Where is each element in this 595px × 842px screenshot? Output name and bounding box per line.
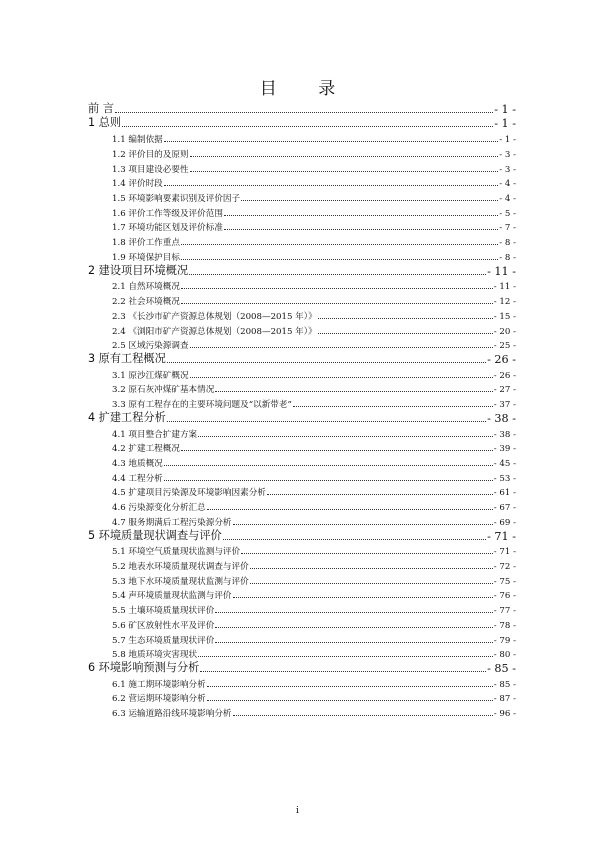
toc-entry-page: - 4 -: [499, 179, 516, 190]
toc-entry-page: - 5 -: [499, 208, 516, 219]
toc-dot-leader: [250, 568, 493, 569]
toc-entry-page: - 26 -: [493, 370, 516, 381]
toc-section-entry[interactable]: [88, 233, 516, 248]
toc-entry-page: - 11 -: [487, 264, 516, 278]
toc-chapter-entry[interactable]: [88, 116, 516, 131]
toc-dot-leader: [167, 362, 486, 363]
toc-entry-label: 6.1 施工期环境影响分析: [112, 679, 206, 690]
toc-dot-leader: [267, 494, 493, 495]
toc-dot-leader: [198, 436, 493, 437]
toc-entry-label: 前 言: [88, 101, 114, 115]
toc-section-entry[interactable]: [88, 145, 516, 160]
toc-entry-page: - 38 -: [493, 429, 516, 440]
toc-dot-leader: [190, 156, 499, 157]
toc-dot-leader: [200, 671, 486, 672]
toc-entry-page: - 61 -: [493, 488, 516, 499]
toc-entry-page: - 1 -: [494, 102, 516, 116]
toc-entry-page: - 72 -: [493, 562, 516, 572]
toc-dot-leader: [189, 274, 486, 275]
toc-section-entry[interactable]: [88, 646, 516, 661]
toc-entry-page: - 1 -: [494, 117, 516, 131]
toc-entry-page: - 79 -: [493, 635, 516, 646]
toc-entry-label: 4.3 地质概况: [112, 458, 163, 469]
toc-entry-label: 2 建设项目环境概况: [88, 263, 189, 277]
toc-chapter-entry[interactable]: [88, 410, 516, 425]
toc-entry-label: 1.7 环境功能区划及评价标准: [112, 223, 223, 234]
toc-section-entry[interactable]: [88, 704, 516, 719]
toc-section-entry[interactable]: [88, 395, 516, 410]
toc-dot-leader: [190, 347, 493, 348]
toc-entry-page: - 38 -: [487, 411, 516, 425]
toc-title: 目 录: [259, 79, 354, 99]
toc-section-entry[interactable]: [88, 631, 516, 646]
toc-dot-leader: [164, 480, 493, 481]
toc-entry-label: 1.6 评价工作等级及评价范围: [112, 208, 223, 219]
toc-dot-leader: [190, 377, 493, 378]
toc-entry-page: - 78 -: [493, 620, 516, 631]
toc-entry-label: 4.5 扩建项目污染源及环境影响因素分析: [112, 488, 266, 499]
toc-entry-page: - 25 -: [493, 341, 516, 352]
toc-dot-leader: [215, 612, 492, 613]
toc-entry-page: - 3 -: [499, 149, 516, 160]
toc-section-entry[interactable]: [88, 337, 516, 352]
toc-entry-label: 2.3 《长沙市矿产资源总体规划（2008—2015 年）》: [112, 311, 317, 322]
toc-section-entry[interactable]: [88, 675, 516, 690]
toc-entry-page: - 12 -: [493, 297, 516, 308]
toc-dot-leader: [318, 318, 493, 319]
toc-section-entry[interactable]: [88, 160, 516, 175]
toc-dot-leader: [167, 421, 486, 422]
toc-dot-leader: [181, 288, 493, 289]
toc-entry-label: 6.2 营运期环境影响分析: [112, 694, 206, 705]
toc-dot-leader: [215, 391, 492, 392]
toc-entry-label: 3.2 原石灰冲煤矿基本情况: [112, 385, 215, 396]
toc-entry-page: - 8 -: [499, 252, 516, 263]
toc-entry-page: - 4 -: [499, 194, 516, 205]
toc-chapter-entry[interactable]: [88, 101, 516, 116]
toc-dot-leader: [224, 215, 498, 216]
table-of-contents: [88, 101, 516, 719]
toc-dot-leader: [207, 686, 493, 687]
toc-dot-leader: [224, 229, 498, 230]
toc-dot-leader: [241, 200, 498, 201]
toc-dot-leader: [233, 597, 493, 598]
page-number-footer: i: [296, 806, 299, 816]
toc-entry-label: 1.1 编制依据: [112, 135, 163, 146]
toc-dot-leader: [318, 333, 493, 334]
toc-entry-label: 5.3 地下水环境质量现状监测与评价: [112, 576, 249, 587]
toc-entry-label: 2.4 《浏阳市矿产资源总体规划（2008—2015 年）》: [112, 326, 317, 337]
toc-section-entry[interactable]: [88, 557, 516, 572]
toc-entry-label: 5.5 土壤环境质量现状评价: [112, 606, 215, 617]
toc-entry-label: 5.7 生态环境质量现状评价: [112, 635, 215, 646]
toc-dot-leader: [233, 715, 493, 716]
toc-section-entry[interactable]: [88, 690, 516, 705]
toc-entry-label: 4.4 工程分析: [112, 473, 163, 484]
toc-entry-page: - 71 -: [487, 529, 516, 543]
toc-entry-label: 5.1 环境空气质量现状监测与评价: [112, 547, 241, 558]
toc-entry-page: - 26 -: [487, 352, 516, 366]
toc-entry-label: 1 总则: [88, 116, 122, 130]
toc-dot-leader: [164, 465, 493, 466]
toc-chapter-entry[interactable]: [88, 263, 516, 278]
toc-entry-page: - 67 -: [493, 503, 516, 514]
toc-dot-leader: [241, 553, 493, 554]
toc-entry-page: - 8 -: [499, 238, 516, 249]
toc-section-entry[interactable]: [88, 307, 516, 322]
toc-dot-leader: [115, 112, 493, 113]
toc-section-entry[interactable]: [88, 498, 516, 513]
toc-dot-leader: [293, 406, 493, 407]
toc-dot-leader: [233, 524, 493, 525]
toc-entry-page: - 69 -: [493, 517, 516, 528]
toc-section-entry[interactable]: [88, 601, 516, 616]
toc-entry-label: 4.1 项目整合扩建方案: [112, 429, 198, 440]
toc-entry-page: - 85 -: [487, 662, 516, 676]
toc-dot-leader: [198, 656, 493, 657]
toc-entry-label: 6 环境影响预测与分析: [88, 661, 200, 675]
toc-entry-label: 5.6 矿区放射性水平及评价: [112, 620, 215, 631]
toc-section-entry[interactable]: [88, 292, 516, 307]
toc-section-entry[interactable]: [88, 130, 516, 145]
toc-entry-page: - 80 -: [493, 650, 516, 661]
toc-entry-label: 5 环境质量现状调查与评价: [88, 528, 222, 542]
toc-entry-label: 1.9 环境保护目标: [112, 252, 180, 263]
toc-entry-page: - 85 -: [493, 679, 516, 690]
toc-section-entry[interactable]: [88, 175, 516, 190]
toc-entry-label: 3 原有工程概况: [88, 351, 166, 365]
toc-section-entry[interactable]: [88, 454, 516, 469]
toc-entry-page: - 75 -: [493, 576, 516, 587]
toc-section-entry[interactable]: [88, 440, 516, 455]
toc-entry-label: 1.4 评价时段: [112, 179, 163, 190]
toc-dot-leader: [215, 627, 492, 628]
toc-chapter-entry[interactable]: [88, 660, 516, 675]
toc-entry-label: 4.6 污染源变化分析汇总: [112, 503, 206, 514]
toc-section-entry[interactable]: [88, 219, 516, 234]
toc-section-entry[interactable]: [88, 572, 516, 587]
toc-dot-leader: [164, 141, 498, 142]
toc-section-entry[interactable]: [88, 381, 516, 396]
toc-dot-leader: [181, 259, 498, 260]
toc-dot-leader: [164, 185, 498, 186]
toc-chapter-entry[interactable]: [88, 351, 516, 366]
toc-dot-leader: [250, 583, 493, 584]
toc-section-entry[interactable]: [88, 513, 516, 528]
toc-entry-label: 4 扩建工程分析: [88, 410, 166, 424]
toc-entry-page: - 71 -: [493, 547, 516, 558]
toc-entry-page: - 1 -: [499, 135, 516, 146]
toc-section-entry[interactable]: [88, 248, 516, 263]
toc-dot-leader: [181, 244, 498, 245]
toc-section-entry[interactable]: [88, 484, 516, 499]
toc-entry-label: 5.8 地质环境灾害现状: [112, 650, 198, 661]
toc-section-entry[interactable]: [88, 278, 516, 293]
toc-entry-page: - 37 -: [493, 400, 516, 411]
toc-dot-leader: [207, 509, 493, 510]
toc-entry-page: - 7 -: [499, 223, 516, 234]
toc-entry-label: 2.5 区域污染源调查: [112, 341, 189, 352]
toc-entry-label: 5.4 声环境质量现状监测与评价: [112, 591, 232, 602]
toc-entry-page: - 77 -: [493, 606, 516, 617]
toc-entry-label: 2.1 自然环境概况: [112, 282, 180, 293]
toc-dot-leader: [223, 539, 486, 540]
toc-entry-page: - 15 -: [493, 311, 516, 322]
toc-entry-label: 3.3 原有工程存在的主要环境问题及“以新带老”: [112, 400, 292, 411]
toc-entry-label: 6.3 运输道路沿线环境影响分析: [112, 709, 232, 720]
toc-entry-page: - 53 -: [493, 473, 516, 484]
toc-entry-label: 1.3 项目建设必要性: [112, 164, 189, 175]
toc-entry-label: 4.2 扩建工程概况: [112, 444, 180, 455]
toc-dot-leader: [190, 171, 499, 172]
toc-dot-leader: [207, 700, 493, 701]
toc-entry-label: 2.2 社会环境概况: [112, 297, 180, 308]
toc-section-entry[interactable]: [88, 322, 516, 337]
toc-entry-page: - 45 -: [493, 458, 516, 469]
toc-entry-page: - 27 -: [493, 385, 516, 396]
toc-section-entry[interactable]: [88, 189, 516, 204]
toc-entry-page: - 39 -: [493, 444, 516, 455]
toc-entry-label: 1.5 环境影响要素识别及评价因子: [112, 194, 241, 205]
toc-dot-leader: [122, 126, 493, 127]
toc-section-entry[interactable]: [88, 543, 516, 558]
toc-section-entry[interactable]: [88, 587, 516, 602]
toc-entry-page: - 96 -: [493, 709, 516, 720]
toc-section-entry[interactable]: [88, 425, 516, 440]
toc-dot-leader: [215, 642, 492, 643]
toc-entry-page: - 76 -: [493, 591, 516, 602]
toc-entry-label: 3.1 原沙江煤矿概况: [112, 370, 189, 381]
toc-section-entry[interactable]: [88, 366, 516, 381]
toc-dot-leader: [181, 303, 493, 304]
toc-entry-page: - 20 -: [493, 326, 516, 337]
toc-entry-label: 1.2 评价目的及原则: [112, 149, 189, 160]
toc-section-entry[interactable]: [88, 469, 516, 484]
toc-entry-label: 4.7 服务期满后工程污染源分析: [112, 517, 232, 528]
toc-entry-page: - 87 -: [493, 694, 516, 705]
toc-section-entry[interactable]: [88, 204, 516, 219]
toc-entry-page: - 11 -: [493, 282, 516, 293]
toc-chapter-entry[interactable]: [88, 528, 516, 543]
toc-entry-label: 1.8 评价工作重点: [112, 238, 180, 249]
toc-dot-leader: [181, 450, 493, 451]
toc-section-entry[interactable]: [88, 616, 516, 631]
toc-entry-page: - 3 -: [499, 164, 516, 175]
toc-entry-label: 5.2 地表水环境质量现状调查与评价: [112, 562, 249, 572]
